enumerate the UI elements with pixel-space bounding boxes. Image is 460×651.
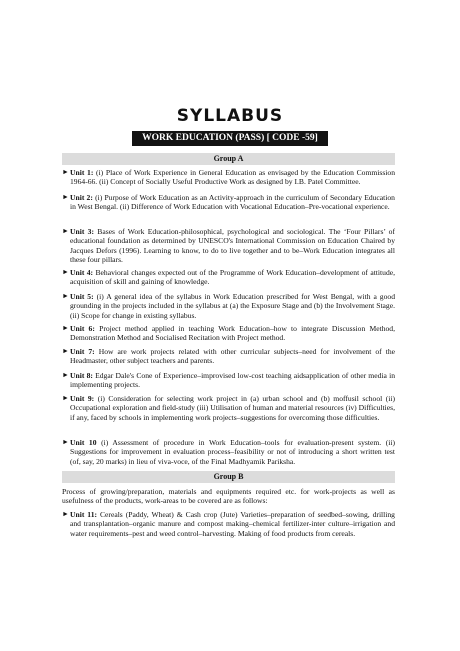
unit-8 — [62, 371, 395, 390]
unit-text: (i) Place of Work Experience in General Education as envisaged by the Education Commission 1964-66. (ii) Concept of Socially Useful Productive Work as designed by I.B. Patel Committee. — [70, 168, 395, 187]
unit-label: Unit 8: — [70, 371, 93, 380]
unit-label: Unit 5: — [70, 292, 94, 301]
unit-text: Project method applied in teaching Work Education–how to integrate Discussion Method, Demonstration Method and Socialised Recitation with Project method. — [70, 324, 395, 343]
unit-label: Unit 6: — [70, 324, 95, 333]
unit-label: Unit 7: — [70, 347, 95, 356]
arrow-bullet-icon: ► — [62, 324, 69, 332]
unit-label: Unit 1: — [70, 168, 94, 177]
unit-text: (i) A general idea of the syllabus in Work Education prescribed for West Bengal, with a good grounding in the projects included in the syllabus at (a) the Exposure Stage and (b) the Involvement Stage. (ii) Scope for change in existing syllabus. — [70, 292, 395, 320]
unit-5 — [62, 292, 395, 320]
page-title: SYLLABUS — [176, 106, 284, 126]
arrow-bullet-icon: ► — [62, 268, 69, 276]
group-a-heading: Group A — [62, 153, 395, 165]
unit-text: (i) Purpose of Work Education as an Activity-approach in the curriculum of Secondary Education in West Bengal. (ii) Difference of Work Education with Vocational Education–Pre-vocational experience. — [70, 193, 395, 212]
unit-label: Unit 4: — [70, 268, 94, 277]
unit-11 — [62, 510, 395, 538]
unit-label: Unit 2: — [70, 193, 93, 202]
arrow-bullet-icon: ► — [62, 292, 69, 300]
unit-label: Unit 3: — [70, 227, 94, 236]
unit-text: Cereals (Paddy, Wheat) & Cash crop (Jute) Varieties–preparation of seedbed–sowing, drilling and transplantation–organic manure and compost making–chemical fertilizer-inter culture–irrigation and water requirements–pest and weed control–harvesting. Making of food products from cereals. — [70, 510, 395, 538]
unit-9 — [62, 394, 395, 422]
unit-text: (i) Assessment of procedure in Work Education–tools for evaluation-present system. (ii) Suggestions for improvement in evaluation process–feasibility or not of introducing a short written test (of, say, 20 marks) in lieu of viva-voce, of the Final Madhyamik Pariksha. — [70, 438, 395, 466]
arrow-bullet-icon: ► — [62, 347, 69, 355]
arrow-bullet-icon: ► — [62, 438, 69, 446]
unit-6 — [62, 324, 395, 343]
unit-label: Unit 9: — [70, 394, 95, 403]
arrow-bullet-icon: ► — [62, 371, 69, 379]
unit-text: Bases of Work Education-philosophical, psychological and sociological. The ‘Four Pillars’ of educational foundation as determined by UNESCO's International Commission on Education Chaired by Jacques Defors (1996). Learning to know, to do to live together and to be–Work Education integrates all these four pillars. — [70, 227, 395, 265]
group-b-intro: Process of growing/preparation, materials and equipments required etc. for work-projects as well as usefulness of the products, work-areas to be covered are as follows: — [62, 487, 395, 506]
unit-10 — [62, 438, 395, 466]
unit-3 — [62, 227, 395, 265]
arrow-bullet-icon: ► — [62, 394, 69, 402]
unit-4 — [62, 268, 395, 287]
course-code-banner: WORK EDUCATION (PASS) [ CODE -59] — [132, 131, 328, 146]
unit-1 — [62, 168, 395, 187]
unit-label: Unit 10 — [70, 438, 97, 447]
arrow-bullet-icon: ► — [62, 168, 69, 176]
unit-label: Unit 11: — [70, 510, 98, 519]
unit-7 — [62, 347, 395, 366]
unit-text: How are work projects related with other curricular subjects–need for involvement of the Headmaster, other subject teachers and parents. — [70, 347, 395, 366]
unit-2 — [62, 193, 395, 212]
arrow-bullet-icon: ► — [62, 227, 69, 235]
unit-text: Edgar Dale's Cone of Experience–improvised low-cost teaching aidsapplication of other media in implementing projects. — [70, 371, 395, 390]
group-b-heading: Group B — [62, 471, 395, 483]
unit-text: Behavioral changes expected out of the Programme of Work Education–development of attitude, acquisition of skill and gaining of knowledge. — [70, 268, 396, 287]
arrow-bullet-icon: ► — [62, 193, 69, 201]
arrow-bullet-icon: ► — [62, 510, 69, 518]
unit-text: (i) Consideration for selecting work project in (a) urban school and (b) moffusil school (ii) Occupational exploration and field-study (iii) Utilisation of human and material resources (iv) Difficulties, if any, faced by schools in implementing work projects–suggestions for overcoming those difficulties. — [70, 394, 396, 422]
